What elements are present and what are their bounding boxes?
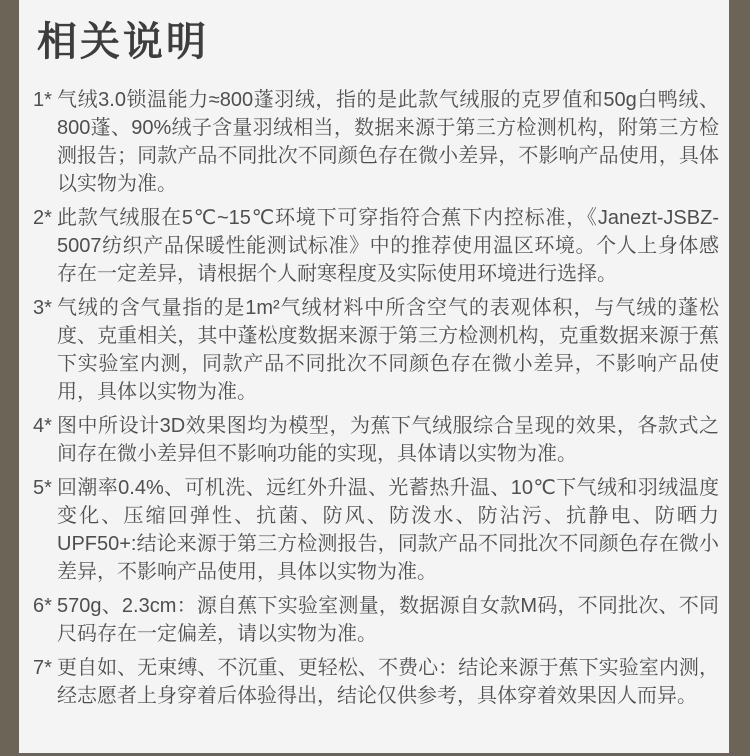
note-marker: 5* — [33, 477, 52, 499]
note-item — [33, 294, 719, 406]
page-title: 相关说明 — [37, 20, 209, 64]
note-marker: 2* — [33, 207, 52, 229]
note-text: 气绒3.0锁温能力≈800蓬羽绒，指的是此款气绒服的克罗值和50g白鸭绒、800蓬、90%绒子含量羽绒相当，数据来源于第三方检测机构，附第三方检测报告；同款产品不同批次不同颜色存在微小差异，不影响产品使用，具体以实物为准。 — [57, 89, 719, 195]
notes-section — [19, 0, 729, 753]
note-item — [33, 412, 719, 468]
note-item — [33, 654, 719, 710]
note-item — [33, 474, 719, 586]
note-text: 回潮率0.4%、可机洗、远红外升温、光蓄热升温、10℃下气绒和羽绒温度变化、压缩回弹性、抗菌、防风、防泼水、防沾污、抗静电、防晒力UPF50+:结论来源于第三方检测报告，同款产品不同批次不同颜色存在微小差异，不影响产品使用，具体以实物为准。 — [57, 477, 719, 583]
notes-list — [33, 86, 719, 710]
note-marker: 6* — [33, 595, 52, 617]
note-marker: 3* — [33, 297, 52, 319]
note-text: 此款气绒服在5℃~15℃环境下可穿指符合蕉下内控标准，《Janezt-JSBZ-5007纺织产品保暖性能测试标准》中的推荐使用温区环境。个人上身体感存在一定差异，请根据个人耐寒程度及实际使用环境进行选择。 — [57, 207, 719, 285]
note-item — [33, 86, 719, 198]
note-text: 图中所设计3D效果图均为模型，为蕉下气绒服综合呈现的效果，各款式之间存在微小差异但不影响功能的实现，具体请以实物为准。 — [57, 415, 719, 465]
note-text: 570g、2.3cm：源自蕉下实验室测量，数据源自女款M码，不同批次、不同尺码存在一定偏差，请以实物为准。 — [57, 595, 719, 645]
note-marker: 1* — [33, 89, 52, 111]
note-item — [33, 592, 719, 648]
note-marker: 7* — [33, 657, 52, 679]
note-marker: 4* — [33, 415, 52, 437]
note-item — [33, 204, 719, 288]
note-text: 更自如、无束缚、不沉重、更轻松、不费心：结论来源于蕉下实验室内测，经志愿者上身穿着后体验得出，结论仅供参考，具体穿着效果因人而异。 — [57, 657, 719, 707]
note-text: 气绒的含气量指的是1m²气绒材料中所含空气的表观体积，与气绒的蓬松度、克重相关，其中蓬松度数据来源于第三方检测机构，克重数据来源于蕉下实验室内测，同款产品不同批次不同颜色存在微小差异，不影响产品使用，具体以实物为准。 — [57, 297, 719, 403]
